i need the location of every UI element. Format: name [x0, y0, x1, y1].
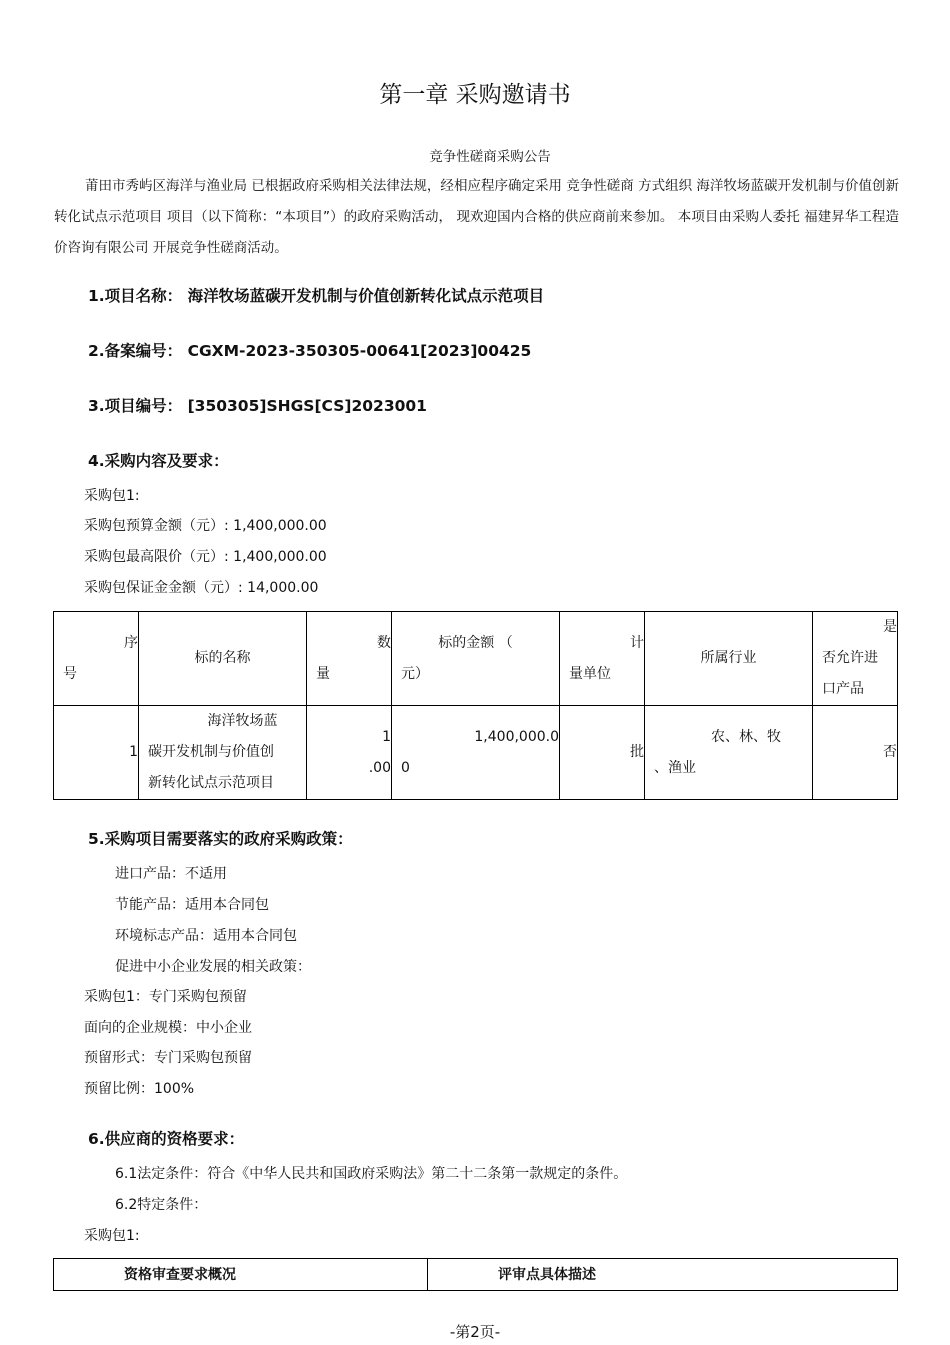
page-number: -第2页-: [449, 1323, 501, 1341]
header-unit: 计 量单位: [560, 612, 645, 706]
table-header-row: [54, 612, 898, 706]
intro-paragraph: 莆田市秀屿区海洋与渔业局 已根据政府采购相关法律法规，经相应程序确定采用 竞争性磋商 方式组织 海洋牧场蓝碳开发机制与价值创新转化试点示范项目 项目（以下简称：“本项目”）的政府采购活动， 现欢迎国内合格的供应商前来参加。 本项目由采购人委托 福建昇华工程造价咨询有限公司 开展竞争性磋商活动。: [54, 178, 899, 256]
chapter-title: 第一章 采购邀请书: [379, 82, 571, 108]
package-budget: 采购包预算金额（元）: 1,400,000.00: [84, 518, 327, 534]
header-index: 序 号: [54, 612, 139, 706]
cell-item-name: 海洋牧场蓝 碳开发机制与价值创 新转化试点示范项目: [139, 706, 307, 800]
policy-form: 预留形式：专门采购包预留: [84, 1050, 252, 1066]
section-policy: 5.采购项目需要落实的政府采购政策：: [88, 830, 353, 848]
header-requirement-overview: 资格审查要求概况: [54, 1259, 428, 1291]
policy-sme: 促进中小企业发展的相关政策：: [115, 959, 311, 975]
package-deposit: 采购包保证金金额（元）: 14,000.00: [84, 580, 319, 596]
header-item-name: 标的名称: [139, 612, 307, 706]
section-qualification: 6.供应商的资格要求：: [88, 1130, 245, 1148]
package-max-price: 采购包最高限价（元）: 1,400,000.00: [84, 549, 327, 565]
package-label: 采购包1:: [84, 488, 140, 504]
qualification-table: [53, 1258, 898, 1291]
cell-industry: 农、林、牧 、渔业: [645, 706, 813, 800]
section-record-number: 2.备案编号： CGXM-2023-350305-00641[2023]00425: [88, 342, 532, 360]
cell-amount: 1,400,000.0 0: [392, 706, 560, 800]
policy-package: 采购包1：专门采购包预留: [84, 989, 247, 1005]
policy-import: 进口产品：不适用: [115, 866, 227, 882]
header-industry: 所属行业: [645, 612, 813, 706]
policy-ratio: 预留比例：100%: [84, 1081, 195, 1097]
policy-scale: 面向的企业规模：中小企业: [84, 1020, 252, 1036]
cell-unit: 批: [560, 706, 645, 800]
cell-quantity: 1 .00: [307, 706, 392, 800]
qualification-package: 采购包1:: [84, 1228, 140, 1244]
policy-environment: 环境标志产品：适用本合同包: [115, 928, 297, 944]
section-project-number: 3.项目编号： [350305]SHGS[CS]2023001: [88, 397, 427, 415]
table-row: [54, 706, 898, 800]
table-header-row: [54, 1259, 898, 1291]
announcement-subtitle: 竞争性磋商采购公告: [429, 149, 551, 165]
header-amount: 标的金额 （ 元）: [392, 612, 560, 706]
section-procurement-content: 4.采购内容及要求：: [88, 452, 229, 470]
cell-import-allowed: 否: [813, 706, 898, 800]
section-project-name: 1.项目名称： 海洋牧场蓝碳开发机制与价值创新转化试点示范项目: [88, 287, 545, 305]
header-review-description: 评审点具体描述: [428, 1259, 898, 1291]
qualification-specific: 6.2特定条件：: [115, 1197, 208, 1213]
procurement-items-table: [53, 611, 898, 800]
qualification-legal: 6.1法定条件：符合《中华人民共和国政府采购法》第二十二条第一款规定的条件。: [115, 1166, 628, 1182]
header-import-allowed: 是 否允许进 口产品: [813, 612, 898, 706]
header-quantity: 数 量: [307, 612, 392, 706]
cell-index: 1: [54, 706, 139, 800]
policy-energy: 节能产品：适用本合同包: [115, 897, 269, 913]
